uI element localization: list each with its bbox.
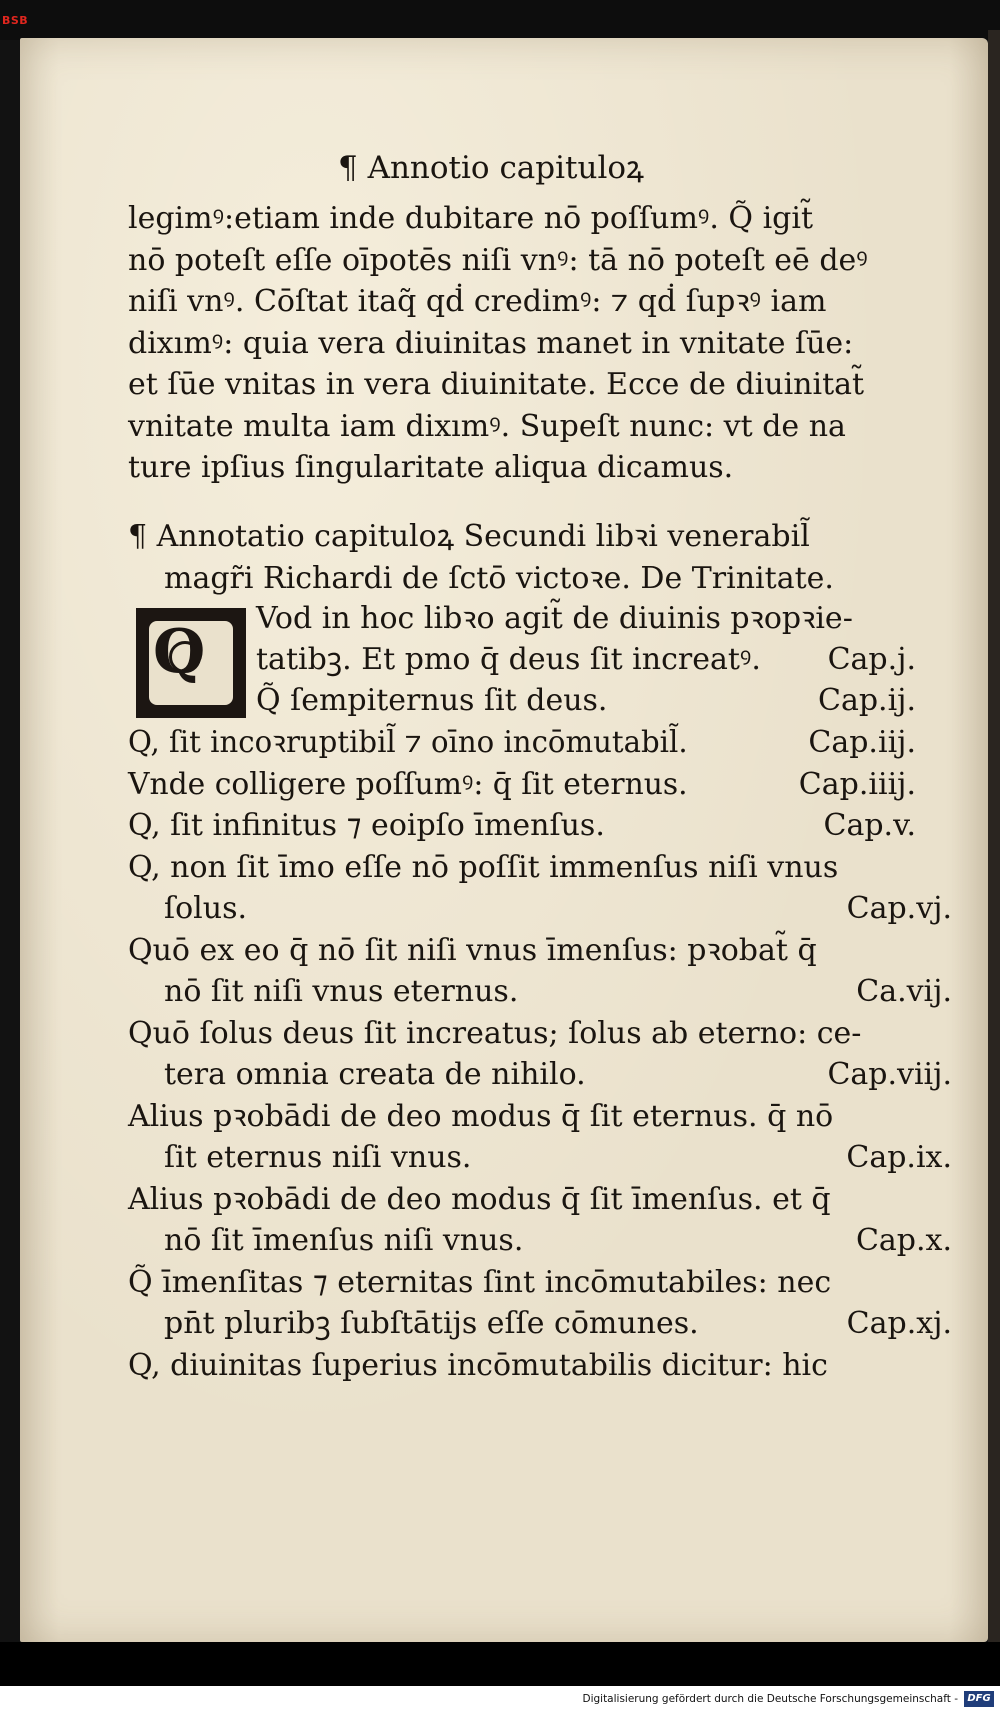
toc-entry-text: Quō ſolus deus ſit increatus; ſolus ab eterno: ce- bbox=[128, 1015, 862, 1051]
toc-ref: Cap.vj. bbox=[846, 891, 952, 926]
toc-entry-text: nō ſit īmenſus niſi vnus. bbox=[164, 1223, 524, 1258]
toc-entry bbox=[256, 680, 916, 722]
toc-intro-text: tatibꝫ. Et pmo q̄ deus ſit increatꝰ. bbox=[256, 642, 761, 677]
toc-entry-continuation bbox=[128, 1054, 952, 1096]
toc-entry-continuation bbox=[128, 971, 952, 1013]
toc-entry bbox=[128, 930, 916, 972]
toc-entry-continuation bbox=[128, 1220, 952, 1262]
toc-entry-text: Vnde colligere poſſumꝰ: q̄ ſit eternus. bbox=[128, 766, 688, 802]
toc-entry-text: Q̃ ſempiternus ſit deus. bbox=[256, 683, 608, 718]
toc-ref: Cap.ix. bbox=[846, 1140, 952, 1175]
dfg-logo: DFG bbox=[964, 1691, 994, 1707]
paragraph-line: et ſūe vnitas in vera diuinitate. Ecce de diuinitat̃ bbox=[128, 367, 865, 402]
toc-entry bbox=[128, 1096, 916, 1138]
toc-ref: Cap.viij. bbox=[827, 1057, 952, 1092]
paragraph-line: dixımꝰ: quia vera diuinitas manet in vnitate ſūe: bbox=[128, 325, 854, 361]
toc-intro-line bbox=[256, 598, 916, 640]
toc-entry bbox=[128, 722, 916, 764]
toc-ref: Cap.x. bbox=[855, 1223, 952, 1258]
toc-ref: Cap.xj. bbox=[846, 1306, 952, 1341]
toc-entry bbox=[128, 764, 916, 806]
toc-list bbox=[128, 722, 952, 1386]
book-edge bbox=[988, 30, 1000, 1650]
toc-ref: Cap.ij. bbox=[817, 683, 916, 718]
paragraph-line: niſi vnꝰ. Cōſtat itaq̃ qḋ credimꝰ: ⁊ qḋ ſupꝛꝰ iam bbox=[128, 284, 827, 319]
paragraph-line: ture ipſius ſingularitate aliqua dicamus. bbox=[128, 450, 734, 485]
toc-entry-text: Q, ſit infinitus ⁊ eoipſo īmenſus. bbox=[128, 808, 605, 843]
toc-entry-text: tera omnia creata de nihilo. bbox=[164, 1057, 586, 1092]
page-heading: ¶ Annotio capituloꝝ bbox=[338, 150, 644, 186]
face-ornament-icon bbox=[169, 641, 201, 673]
toc-ref: Cap.iiij. bbox=[798, 766, 916, 802]
toc-entry-text: Q, non ſit īmo eſſe nō poſſit immenſus niſi vnus bbox=[128, 849, 839, 885]
toc-entry-continuation bbox=[128, 1137, 952, 1179]
toc-entry-continuation bbox=[128, 1303, 952, 1345]
toc-entry-text: Q, ſit incoꝛruptibil̃ ⁊ oīno incōmutabil̃. bbox=[128, 725, 688, 760]
toc-ref: Cap.j. bbox=[827, 642, 916, 677]
toc-entry bbox=[128, 1345, 916, 1387]
toc-entry-continuation bbox=[128, 888, 952, 930]
toc-entry bbox=[128, 805, 916, 847]
scan-bottom-band bbox=[0, 1642, 1000, 1686]
toc-entry-text: Quō ex eo q̄ nō ſit niſi vnus īmenſus: pꝛobat̃ q̄ bbox=[128, 932, 817, 968]
footer-credit: Digitalisierung gefördert durch die Deutsche Forschungsgemeinschaft - bbox=[582, 1693, 958, 1705]
section-title-line: ¶ Annotatio capituloꝝ Secundi libꝛi venerabil̃ bbox=[128, 519, 810, 554]
toc-intro-text: Vod in hoc libꝛo agit̃ de diuinis pꝛopꝛie- bbox=[256, 601, 853, 636]
paragraph-line: vnitate multa iam dixımꝰ. Supeſt nunc: vt de na bbox=[128, 408, 846, 444]
toc-intro-line bbox=[256, 639, 916, 681]
toc-ref: Cap.v. bbox=[823, 808, 916, 843]
initial-letter: Q bbox=[153, 617, 206, 687]
toc-entry-text: nō ſit niſi vnus eternus. bbox=[164, 974, 519, 1009]
bsb-logo: BSB bbox=[2, 14, 29, 27]
toc-entry-text: Q̃ īmenſitas ⁊ eternitas ſint incōmutabiles: nec bbox=[128, 1264, 832, 1300]
toc-entry-text: pn̄t pluribꝫ ſubſtātijs eſſe cōmunes. bbox=[164, 1306, 699, 1341]
decorated-initial bbox=[136, 608, 246, 718]
paragraph bbox=[128, 198, 868, 489]
toc-entry-text: Alius pꝛobādi de deo modus q̄ ſit eternus. q̄ nō bbox=[128, 1098, 834, 1134]
toc-entry-text: Q, diuinitas ſuperius incōmutabilis dicitur: hic bbox=[128, 1347, 828, 1383]
toc-entry bbox=[128, 1179, 916, 1221]
toc-entry bbox=[128, 847, 916, 889]
paragraph-line: legimꝰ:etiam inde dubitare nō poſſumꝰ. Q̃ igit̃ bbox=[128, 201, 814, 236]
paragraph-line: nō poteſt eſſe oīpotēs niſi vnꝰ: tā nō poteſt eē deꝰ bbox=[128, 242, 868, 278]
top-bar bbox=[0, 0, 1000, 40]
section-title bbox=[128, 516, 834, 599]
toc-ref: Ca.vij. bbox=[856, 974, 952, 1009]
section-title-line: magr̃i Richardi de ſctō victoꝛe. De Trinitate. bbox=[164, 560, 834, 596]
footer bbox=[0, 1686, 1000, 1714]
toc-entry bbox=[128, 1262, 916, 1304]
toc-entry-text: ſit eternus niſi vnus. bbox=[164, 1140, 472, 1175]
toc-entry-text: ſolus. bbox=[164, 891, 248, 926]
toc-entry bbox=[128, 1013, 916, 1055]
toc-entry-text: Alius pꝛobādi de deo modus q̄ ſit īmenſus. et q̄ bbox=[128, 1181, 831, 1217]
toc-ref: Cap.iij. bbox=[808, 725, 916, 760]
